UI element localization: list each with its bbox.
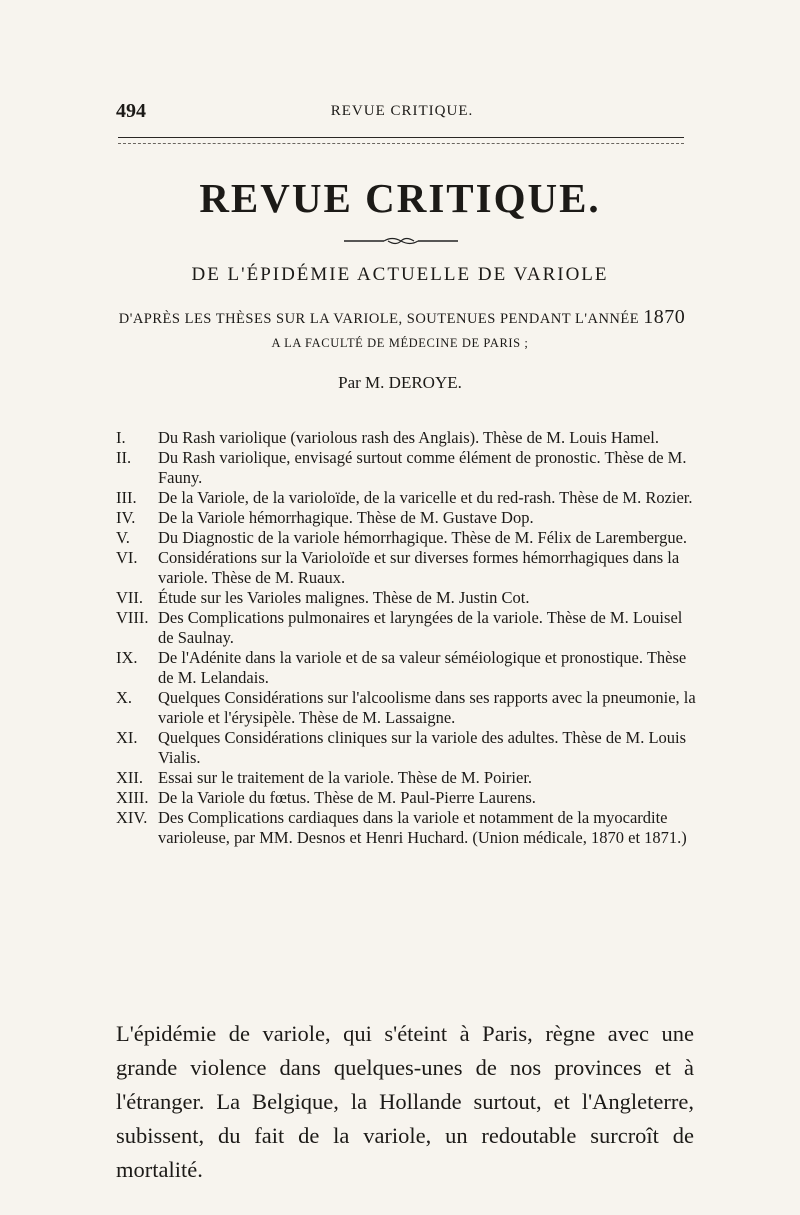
thesis-number: VI. [116,548,138,567]
thesis-number: III. [116,488,137,507]
thesis-item [116,768,700,788]
thesis-text: De la Variole hémorrhagique. Thèse de M. Gustave Dop. [158,508,534,527]
thesis-number: XII. [116,768,144,787]
thesis-item [116,608,700,648]
thesis-number: XIII. [116,788,149,807]
thesis-number: IX. [116,648,138,667]
theses-list [116,428,700,848]
thesis-number: VII. [116,588,144,607]
thesis-item [116,588,700,608]
thesis-text: Du Diagnostic de la variole hémorrhagique. Thèse de M. Félix de Larembergue. [158,528,688,547]
header-rule-dashed [118,143,684,144]
thesis-number: X. [116,688,133,707]
author-line: Par M. DEROYE. [338,373,462,392]
thesis-text: Des Complications cardiaques dans la variole et notamment de la myocardite varioleuse, par MM. Desnos et Henri Huchard. (Union médicale, 1870 et 1871.) [158,808,687,847]
thesis-text: Quelques Considérations cliniques sur la variole des adultes. Thèse de M. Louis Vialis. [158,728,687,767]
page-header [116,100,688,124]
thesis-item [116,528,700,548]
thesis-text: De l'Adénite dans la variole et de sa valeur séméiologique et pronostique. Thèse de M. Lelandais. [158,648,687,687]
thesis-text: De la Variole du fœtus. Thèse de M. Paul-Pierre Laurens. [158,788,536,807]
thesis-text: Considérations sur la Varioloïde et sur diverses formes hémorrhagiques dans la variole. Thèse de M. Ruaux. [158,548,680,587]
thesis-number: II. [116,448,132,467]
thesis-item [116,808,700,848]
thesis-item [116,508,700,528]
thesis-number: XI. [116,728,138,747]
thesis-number: I. [116,428,126,447]
thesis-text: Étude sur les Varioles malignes. Thèse de M. Justin Cot. [158,588,530,607]
thesis-number: IV. [116,508,136,527]
thesis-item [116,728,700,768]
body-paragraph: L'épidémie de variole, qui s'éteint à Paris, règne avec une grande violence dans quelques-unes de nos provinces et à l'étranger. La Belgique, la Hollande surtout, et l'Angleterre, subissent, du fait de la variole, un redoutable surcroît de mortalité. [116,1021,694,1182]
subtitle-year: 1870 [643,306,686,328]
thesis-number: V. [116,528,130,547]
thesis-item [116,548,700,588]
main-title: REVUE CRITIQUE. [199,175,601,221]
ornament-divider [344,236,458,246]
thesis-text: Du Rash variolique (variolous rash des Anglais). Thèse de M. Louis Hamel. [158,428,660,447]
thesis-number: VIII. [116,608,149,627]
article-subtitle-line3: A LA FACULTÉ DE MÉDECINE DE PARIS ; [271,336,529,350]
thesis-text: Quelques Considérations sur l'alcoolisme dans ses rapports avec la pneumonie, la variole et l'érysipèle. Thèse de M. Lassaigne. [158,688,696,727]
thesis-text: Des Complications pulmonaires et laryngées de la variole. Thèse de M. Louisel de Saulnay. [158,608,683,647]
thesis-item [116,428,700,448]
header-rule [118,137,684,138]
running-title: REVUE CRITIQUE. [330,103,474,119]
subtitle-line2-text: D'APRÈS LES THÈSES SUR LA VARIOLE, SOUTENUES PENDANT L'ANNÉE [118,311,640,327]
thesis-item [116,488,700,508]
thesis-text: Du Rash variolique, envisagé surtout comme élément de pronostic. Thèse de M. Fauny. [158,448,687,487]
thesis-item [116,788,700,808]
thesis-item [116,448,700,488]
page-number: 494 [116,100,146,122]
article-subtitle: DE L'ÉPIDÉMIE ACTUELLE DE VARIOLE [191,264,609,285]
thesis-item [116,688,700,728]
thesis-item [116,648,700,688]
article-subtitle-line2 [116,306,688,329]
thesis-text: De la Variole, de la varioloïde, de la varicelle et du red-rash. Thèse de M. Rozier. [158,488,693,507]
thesis-text: Essai sur le traitement de la variole. Thèse de M. Poirier. [158,768,533,787]
thesis-number: XIV. [116,808,148,827]
